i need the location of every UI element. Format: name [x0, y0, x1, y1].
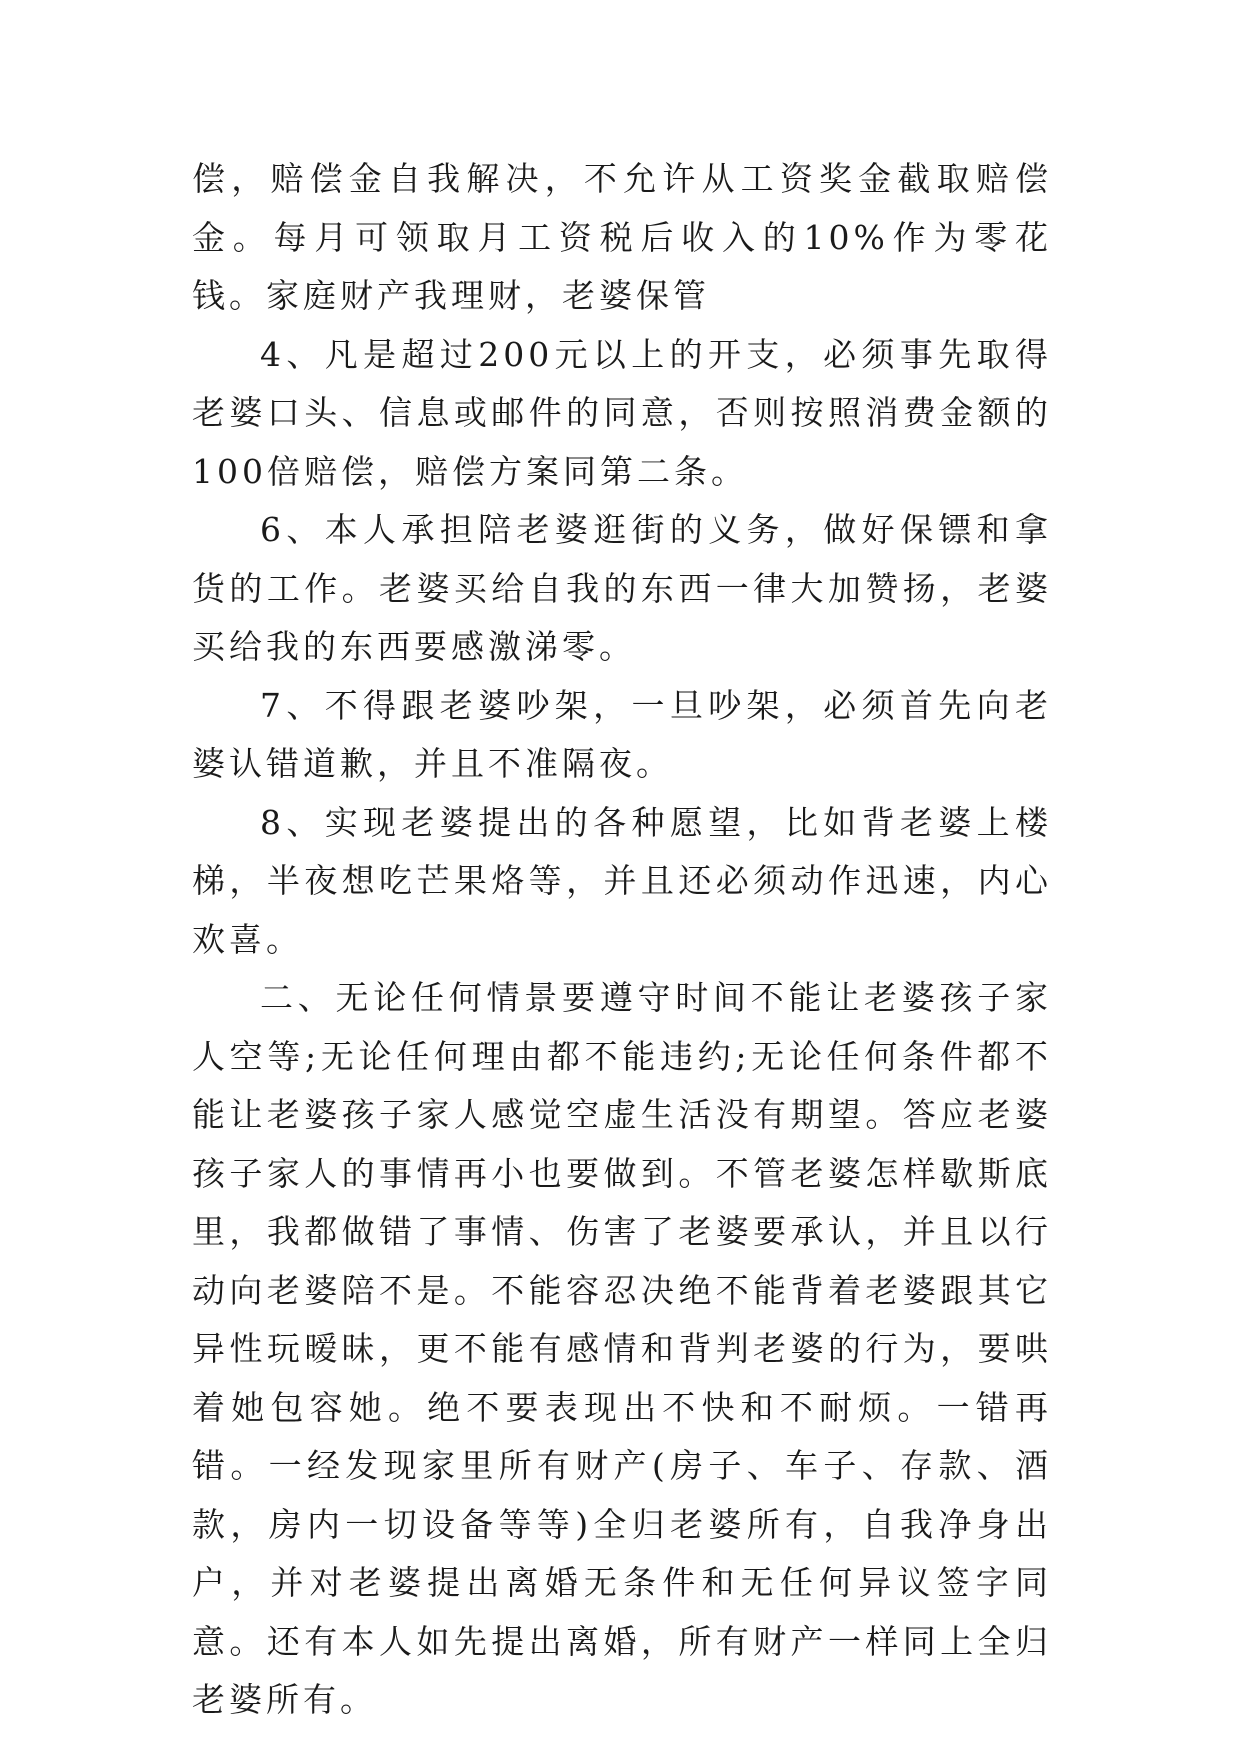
- paragraph-item-4: 4、凡是超过200元以上的开支，必须事先取得老婆口头、信息或邮件的同意，否则按照消费金额的100倍赔偿，赔偿方案同第二条。: [192, 334, 1052, 491]
- document-body: [192, 150, 1052, 1730]
- paragraph-continuation: 偿，赔偿金自我解决，不允许从工资奖金截取赔偿金。每月可领取月工资税后收入的10%作为零花钱。家庭财产我理财，老婆保管: [192, 159, 1052, 315]
- paragraph-item-8: 8、实现老婆提出的各种愿望，比如背老婆上楼梯，半夜想吃芒果烙等，并且还必须动作迅速，内心欢喜。: [192, 802, 1052, 959]
- paragraph-item-6: 6、本人承担陪老婆逛街的义务，做好保镖和拿货的工作。老婆买给自我的东西一律大加赞扬，老婆买给我的东西要感激涕零。: [192, 510, 1052, 666]
- paragraph-section-2: 二、无论任何情景要遵守时间不能让老婆孩子家人空等;无论任何理由都不能违约;无论任何条件都不能让老婆孩子家人感觉空虚生活没有期望。答应老婆孩子家人的事情再小也要做到。不管老婆怎样歇斯底里，我都做错了事情、伤害了老婆要承认，并且以行动向老婆陪不是。不能容忍决绝不能背着老婆跟其它异性玩暧昧，更不能有感情和背判老婆的行为，要哄着她包容她。绝不要表现出不快和不耐烦。一错再错。一经发现家里所有财产(房子、车子、存款、酒款，房内一切设备等等)全归老婆所有，自我净身出户，并对老婆提出离婚无条件和无任何异议签字同意。还有本人如先提出离婚，所有财产一样同上全归老婆所有。: [192, 978, 1052, 1719]
- paragraph-item-7: 7、不得跟老婆吵架，一旦吵架，必须首先向老婆认错道歉，并且不准隔夜。: [192, 685, 1052, 783]
